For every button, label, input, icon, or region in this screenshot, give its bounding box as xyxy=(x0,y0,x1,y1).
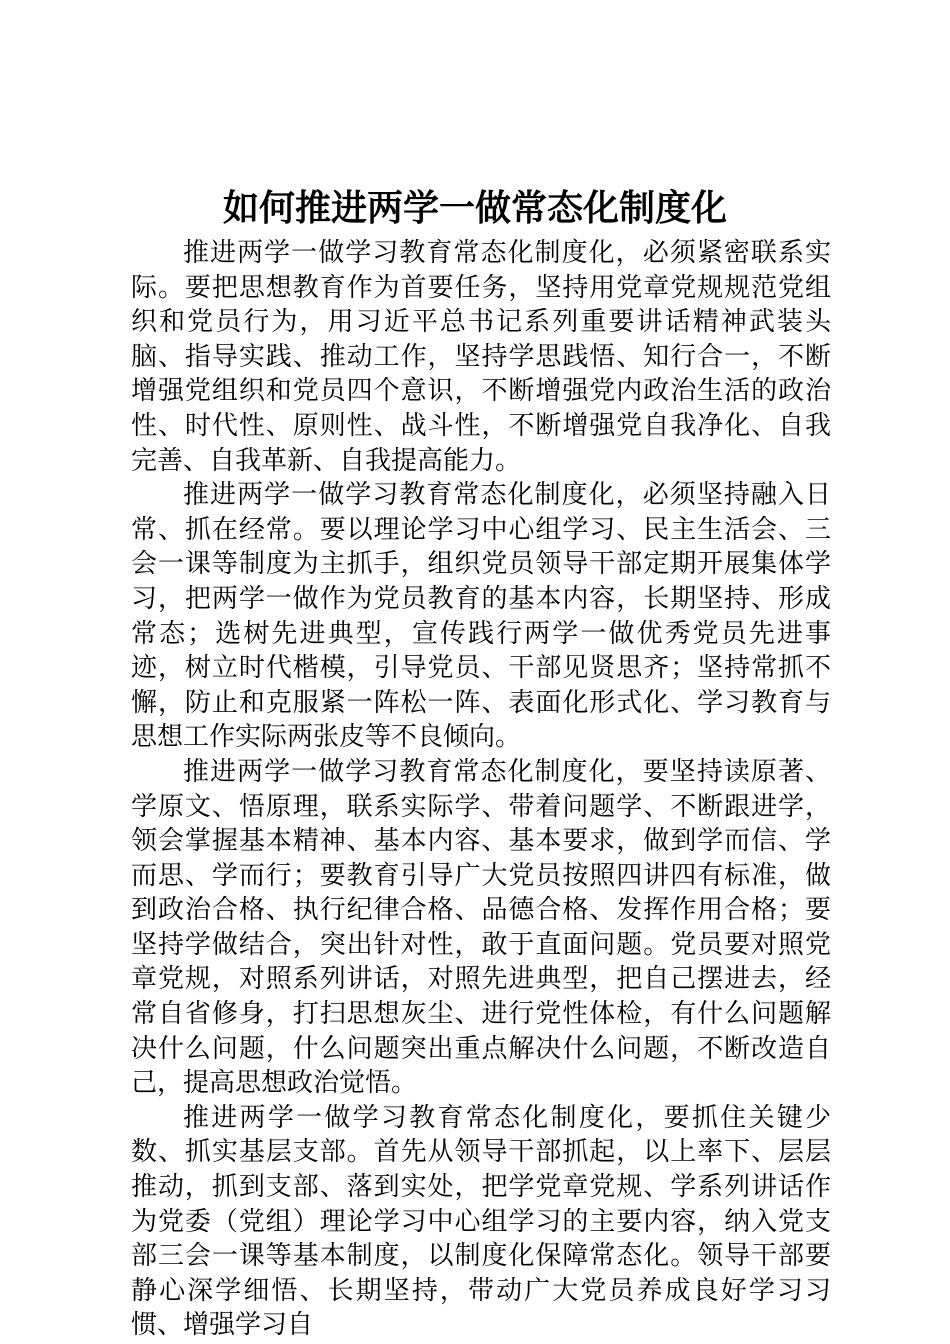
paragraph: 推进两学一做学习教育常态化制度化，必须坚持融入日常、抓在经常。要以理论学习中心组学习、民主生活会、三会一课等制度为主抓手，组织党员领导干部定期开展集体学习，把两学一做作为党员教育的基本内容，长期坚持、形成常态；选树先进典型，宣传践行两学一做优秀党员先进事迹，树立时代楷模，引导党员、干部见贤思齐；坚持常抓不懈，防止和克服紧一阵松一阵、表面化形式化、学习教育与思想工作实际两张皮等不良倾向。 xyxy=(131,480,831,753)
document-body xyxy=(131,236,831,1343)
paragraph: 推进两学一做学习教育常态化制度化，要坚持读原著、学原文、悟原理，联系实际学、带着问题学、不断跟进学，领会掌握基本精神、基本内容、基本要求，做到学而信、学而思、学而行；要教育引导广大党员按照四讲四有标准，做到政治合格、执行纪律合格、品德合格、发挥作用合格；要坚持学做结合，突出针对性，敢于直面问题。党员要对照党章党规，对照系列讲话，对照先进典型，把自己摆进去，经常自省修身，打扫思想灰尘、进行党性体检，有什么问题解决什么问题，什么问题突出重点解决什么问题，不断改造自己，提高思想政治觉悟。 xyxy=(131,756,831,1099)
paragraph: 推进两学一做学习教育常态化制度化，要抓住关键少数、抓实基层支部。首先从领导干部抓起，以上率下、层层推动，抓到支部、落到实处，把学党章党规、学系列讲话作为党委（党组）理论学习中心组学习的主要内容，纳入党支部三会一课等基本制度，以制度化保障常态化。领导干部要静心深学细悟、长期坚持，带动广大党员养成良好学习习惯、增强学习自 xyxy=(131,1102,831,1341)
document-title: 如何推进两学一做常态化制度化 xyxy=(222,188,727,229)
paragraph: 推进两学一做学习教育常态化制度化，必须紧密联系实际。要把思想教育作为首要任务，坚持用党章党规规范党组织和党员行为，用习近平总书记系列重要讲话精神武装头脑、指导实践、推动工作，坚持学思践悟、知行合一，不断增强党组织和党员四个意识，不断增强党内政治生活的政治性、时代性、原则性、战斗性，不断增强党自我净化、自我完善、自我革新、自我提高能力。 xyxy=(131,238,831,476)
